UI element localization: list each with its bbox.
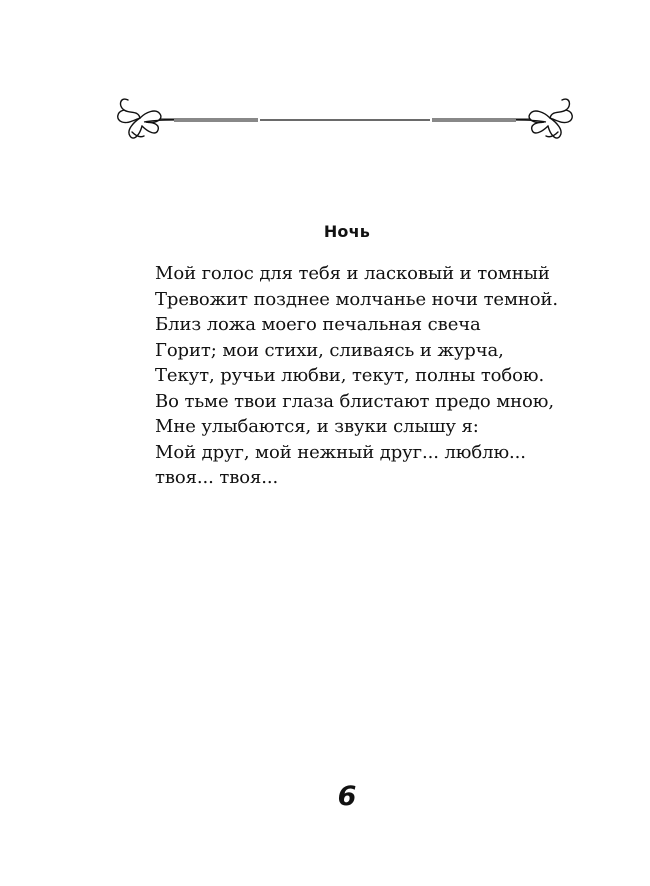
poem-line: Во тьме твои глаза блистают предо мною, [155, 390, 554, 412]
page-number: 6 [337, 781, 357, 812]
poem-line: Мне улыбаются, и звуки слышу я: [155, 416, 479, 437]
poem-line: Близ ложа моего печальная свеча [155, 314, 481, 335]
poem-line: Мой друг, мой нежный друг... люблю... [155, 441, 526, 463]
poem-line: Горит; мои стихи, сливаясь и журча, [155, 339, 504, 361]
poem-line: Тревожит позднее молчанье ночи темной. [155, 288, 559, 310]
poem-line: твоя... твоя... [155, 467, 279, 488]
poem-title: Ночь [323, 222, 371, 241]
poem-body [155, 261, 615, 491]
poem-line: Текут, ручьи любви, текут, полны тобою. [155, 365, 545, 386]
floral-divider-icon [110, 92, 580, 148]
poem-line: Мой голос для тебя и ласковый и томный [155, 263, 550, 284]
